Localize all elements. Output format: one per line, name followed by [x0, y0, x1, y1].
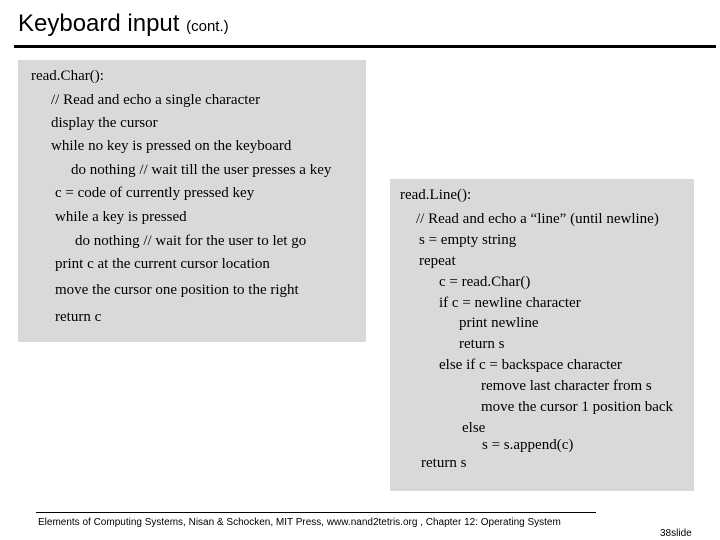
- readline-line: remove last character from s: [481, 378, 652, 394]
- readline-line: else if c = backspace character: [439, 357, 622, 373]
- title-suffix: (cont.): [186, 18, 229, 35]
- readchar-line: while a key is pressed: [55, 209, 187, 225]
- readline-line: print newline: [459, 315, 539, 331]
- readline-line: return s: [421, 455, 467, 471]
- readline-line: repeat: [419, 253, 456, 269]
- footer-citation: Elements of Computing Systems, Nisan & Schocken, MIT Press, www.nand2tetris.org , Chapter 12: Operating System: [38, 517, 561, 528]
- readchar-line: display the cursor: [51, 115, 158, 131]
- readline-line: if c = newline character: [439, 295, 581, 311]
- readchar-line: move the cursor one position to the right: [55, 282, 299, 298]
- slide-number: 38slide: [660, 528, 692, 539]
- slide-title: [18, 10, 229, 38]
- readchar-line: while no key is pressed on the keyboard: [51, 138, 292, 154]
- readline-line: c = read.Char(): [439, 274, 531, 290]
- readchar-line: c = code of currently pressed key: [55, 185, 255, 201]
- readchar-line: return c: [55, 309, 102, 325]
- readline-line: move the cursor 1 position back: [481, 399, 674, 415]
- readline-line: else: [462, 420, 486, 436]
- footer-rule: [36, 512, 596, 513]
- readline-line: s = s.append(c): [482, 437, 574, 453]
- readline-line: return s: [459, 336, 505, 352]
- readchar-panel: [18, 60, 366, 342]
- readchar-header: read.Char():: [31, 68, 104, 84]
- readchar-line: do nothing // wait for the user to let go: [75, 233, 307, 249]
- readline-panel: [390, 179, 694, 491]
- title-text: Keyboard input: [18, 10, 180, 37]
- readchar-line: do nothing // wait till the user presses a key: [71, 162, 332, 178]
- readline-header: read.Line():: [400, 187, 472, 203]
- title-rule: [14, 45, 716, 48]
- readline-line: s = empty string: [419, 232, 517, 248]
- readchar-line: // Read and echo a single character: [51, 92, 261, 108]
- readline-line: // Read and echo a “line” (until newline): [416, 211, 659, 227]
- readchar-line: print c at the current cursor location: [55, 256, 270, 272]
